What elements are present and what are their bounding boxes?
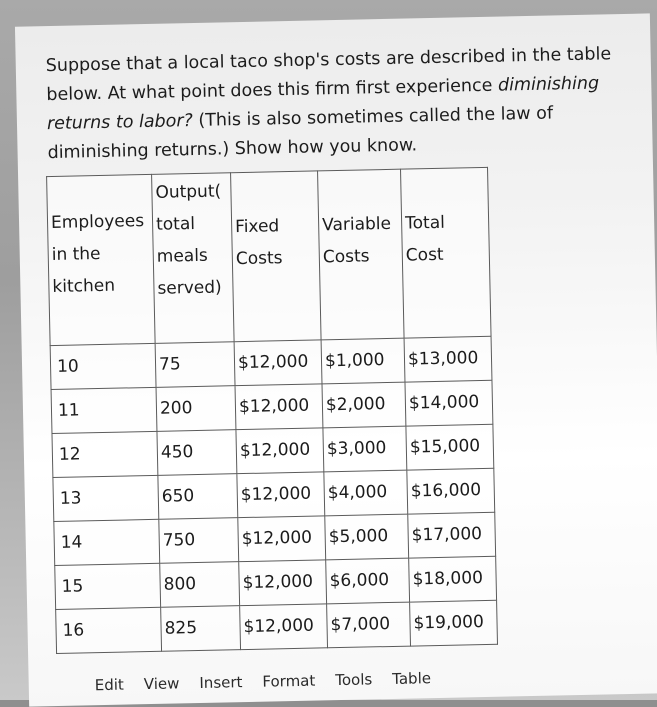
menu-table[interactable]: Table xyxy=(392,669,432,688)
cell-fixed: $12,000 xyxy=(234,340,322,386)
question-part1: Suppose that a local taco shop's costs are described in the table below. At what point does this firm first experience xyxy=(45,44,612,106)
editor-menubar xyxy=(95,669,432,694)
cell-variable: $1,000 xyxy=(321,338,405,384)
question-sheet xyxy=(15,13,657,706)
cell-total: $14,000 xyxy=(405,380,493,426)
cell-variable: $6,000 xyxy=(326,558,410,604)
cell-total: $16,000 xyxy=(407,468,495,514)
header-fixed-costs: Fixed Costs xyxy=(231,171,322,342)
cell-output: 450 xyxy=(157,430,237,476)
menu-format[interactable]: Format xyxy=(262,671,316,691)
cell-employees: 12 xyxy=(52,431,158,477)
cell-total: $13,000 xyxy=(404,336,492,382)
cell-output: 800 xyxy=(160,562,240,608)
menu-tools[interactable]: Tools xyxy=(335,670,373,690)
header-total-cost: Total Cost xyxy=(401,167,492,338)
cell-variable: $5,000 xyxy=(325,514,409,560)
menu-view[interactable]: View xyxy=(143,674,180,694)
header-variable-costs: Variable Costs xyxy=(318,169,405,340)
cell-output: 750 xyxy=(159,518,239,564)
cell-employees: 14 xyxy=(54,519,160,565)
menu-edit[interactable]: Edit xyxy=(94,675,125,695)
cell-variable: $3,000 xyxy=(323,426,407,472)
cell-employees: 10 xyxy=(50,343,156,389)
menu-insert[interactable]: Insert xyxy=(199,673,243,693)
cell-employees: 16 xyxy=(56,607,162,653)
cell-output: 75 xyxy=(155,342,235,388)
cell-employees: 15 xyxy=(55,563,161,609)
cell-fixed: $12,000 xyxy=(237,472,325,518)
cell-fixed: $12,000 xyxy=(238,516,326,562)
question-text xyxy=(45,40,627,168)
table-row xyxy=(56,600,498,653)
table-header-row xyxy=(47,167,491,345)
header-employees: Employees in the kitchen xyxy=(47,174,156,345)
cell-variable: $7,000 xyxy=(327,602,411,648)
cell-fixed: $12,000 xyxy=(236,428,324,474)
cell-variable: $4,000 xyxy=(324,470,408,516)
cell-total: $15,000 xyxy=(406,424,494,470)
cell-output: 650 xyxy=(158,474,238,520)
cell-total: $19,000 xyxy=(410,600,498,646)
cell-fixed: $12,000 xyxy=(235,384,323,430)
cell-output: 200 xyxy=(156,386,236,432)
cell-total: $18,000 xyxy=(409,556,497,602)
cost-table xyxy=(46,167,498,654)
cell-fixed: $12,000 xyxy=(239,560,327,606)
cell-employees: 11 xyxy=(51,387,157,433)
question-emphasis: diminishing returns to labor? xyxy=(46,73,600,135)
cell-output: 825 xyxy=(161,606,241,652)
header-output: Output( total meals served) xyxy=(152,173,235,344)
cell-employees: 13 xyxy=(53,475,159,521)
cell-fixed: $12,000 xyxy=(240,604,328,650)
cell-variable: $2,000 xyxy=(322,382,406,428)
question-part2: (This is also sometimes called the law of diminishing returns.) Show how you know. xyxy=(47,103,554,164)
cell-total: $17,000 xyxy=(408,512,496,558)
